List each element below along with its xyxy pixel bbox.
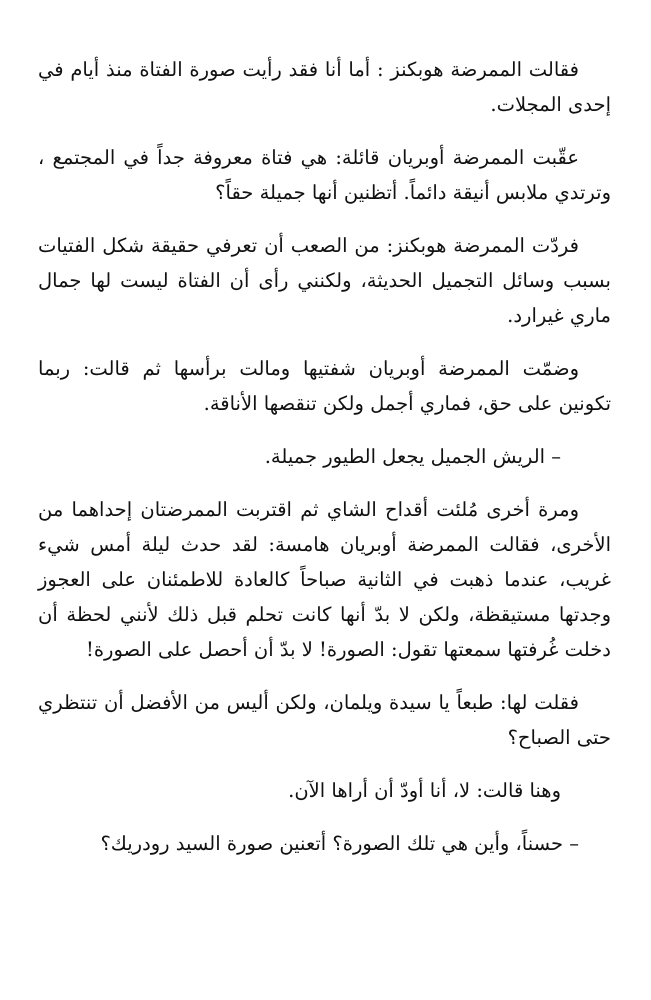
paragraph-4: وضمّت الممرضة أوبريان شفتيها ومالت برأسها ثم قالت: ربما تكونين على حق، فماري أجمل ولكن تنقصها الأناقة. <box>38 357 611 415</box>
paragraph-8: وهنا قالت: لا، أنا أودّ أن أراها الآن. <box>288 779 561 802</box>
paragraph-2: عقّبت الممرضة أوبريان قائلة: هي فتاة معروفة جداً في المجتمع ، وترتدي ملابس أنيقة دائماً. أتظنين أنها جميلة حقاً؟ <box>38 146 611 204</box>
paragraph-7: فقلت لها: طبعاً يا سيدة ويلمان، ولكن أليس من الأفضل أن تنتظري حتى الصباح؟ <box>38 691 611 749</box>
paragraph-9: – حسناً، وأين هي تلك الصورة؟ أتعنين صورة السيد رودريك؟ <box>100 832 579 855</box>
paragraph-5: – الريش الجميل يجعل الطيور جميلة. <box>264 445 561 468</box>
paragraph-1: فقالت الممرضة هوبكنز : أما أنا فقد رأيت صورة الفتاة منذ أيام في إحدى المجلات. <box>38 58 611 116</box>
paragraph-6: ومرة أخرى مُلئت أقداح الشاي ثم اقتربت الممرضتان إحداهما من الأخرى، فقالت الممرضة أوبريان هامسة: لقد حدث ليلة أمس شيء غريب، عندما ذهبت في الثانية صباحاً كالعادة للاطمئنان على العجوز وجدتها مستيقظة، ولكن لا بدّ أنها كانت تحلم قبل ذلك لأنني لحظة أن دخلت غُرفتها سمعتها تقول: الصورة! لا بدّ أن أحصل على الصورة! <box>38 498 611 661</box>
paragraph-3: فردّت الممرضة هوبكنز: من الصعب أن تعرفي حقيقة شكل الفتيات بسبب وسائل التجميل الحديثة، ولكنني رأى أن الفتاة ليست لها جمال ماري غيرارد. <box>38 234 611 327</box>
